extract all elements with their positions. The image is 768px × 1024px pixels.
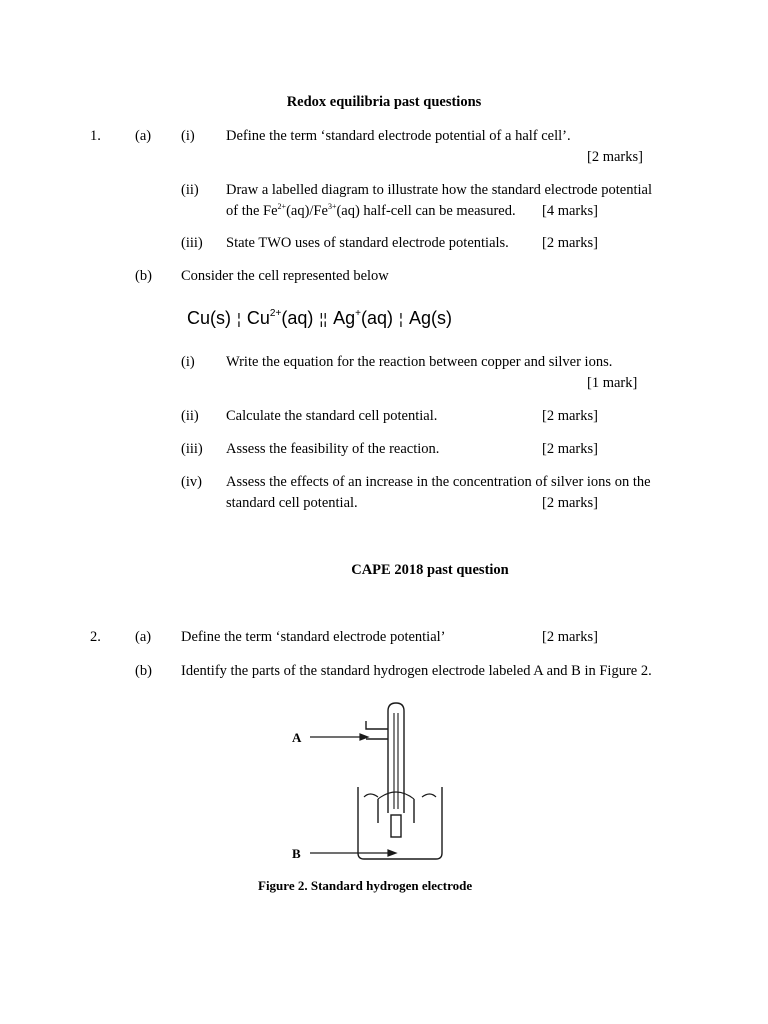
question-number: 2.	[90, 629, 101, 645]
phase-boundary: ¦	[399, 311, 403, 328]
copper-electrode: Cu(s)	[187, 308, 231, 328]
copper-ion: Cu	[246, 308, 270, 328]
bell	[378, 799, 414, 823]
subpart-label: (ii)	[181, 408, 199, 424]
marks-label: [2 marks]	[542, 495, 598, 511]
marks-label: [4 marks]	[542, 203, 598, 219]
marks-label: [2 marks]	[542, 441, 598, 457]
question-text: Assess the effects of an increase in the concentration of silver ions on the	[226, 474, 651, 490]
outer-tube	[388, 703, 404, 813]
text-fragment: of the Fe	[226, 203, 278, 219]
charge-superscript: +	[355, 308, 362, 319]
aqueous-state: (aq)	[361, 308, 394, 328]
part-label: (b)	[135, 663, 152, 679]
question-text-line2: standard cell potential.	[226, 495, 358, 511]
subpart-label: (iii)	[181, 441, 203, 457]
charge-superscript: 2+	[277, 202, 287, 211]
subpart-label: (i)	[181, 128, 195, 144]
question-text: Write the equation for the reaction between copper and silver ions.	[226, 354, 613, 370]
section-heading: CAPE 2018 past question	[351, 562, 509, 578]
subpart-label: (i)	[181, 354, 195, 370]
hydrogen-electrode-figure	[250, 695, 550, 905]
silver-ion: Ag	[333, 308, 356, 328]
solution-surface	[364, 794, 436, 797]
silver-electrode: Ag(s)	[408, 308, 452, 328]
question-text: State TWO uses of standard electrode potentials.	[226, 235, 509, 251]
question-text: Define the term ‘standard electrode potential of a half cell’.	[226, 128, 571, 144]
text-fragment: (aq)/Fe	[286, 203, 328, 219]
salt-bridge: ¦¦	[319, 311, 328, 328]
question-text-line2	[226, 201, 516, 221]
marks-label: [2 marks]	[542, 408, 598, 424]
phase-boundary: ¦	[237, 311, 241, 328]
marks-label: [2 marks]	[542, 629, 598, 645]
question-text: Calculate the standard cell potential.	[226, 408, 438, 424]
inner-tube	[394, 713, 398, 809]
marks-label: [2 marks]	[587, 149, 643, 165]
platinum-electrode	[391, 815, 401, 837]
figure-label-a: A	[292, 730, 302, 745]
page-title: Redox equilibria past questions	[286, 94, 482, 110]
question-text: Draw a labelled diagram to illustrate how the standard electrode potential	[226, 182, 652, 198]
aqueous-state: (aq)	[281, 308, 314, 328]
part-label: (b)	[135, 268, 152, 284]
text-fragment: (aq) half-cell can be measured.	[336, 203, 516, 219]
marks-label: [2 marks]	[542, 235, 598, 251]
part-label: (a)	[135, 128, 152, 144]
gas-inlet	[366, 721, 388, 739]
part-label: (a)	[135, 629, 152, 645]
marks-label: [1 mark]	[587, 375, 638, 391]
question-text: Identify the parts of the standard hydrogen electrode labeled A and B in Figure 2.	[181, 663, 652, 679]
question-number: 1.	[90, 128, 101, 144]
question-text: Consider the cell represented below	[181, 268, 389, 284]
subpart-label: (iv)	[181, 474, 202, 490]
subpart-label: (ii)	[181, 182, 199, 198]
question-text: Assess the feasibility of the reaction.	[226, 441, 440, 457]
question-text: Define the term ‘standard electrode potential’	[181, 629, 446, 645]
beaker	[358, 787, 442, 859]
charge-superscript: 2+	[269, 308, 282, 319]
figure-label-b: B	[292, 846, 301, 861]
figure-caption: Figure 2. Standard hydrogen electrode	[258, 878, 473, 893]
charge-superscript: 3+	[327, 202, 337, 211]
subpart-label: (iii)	[181, 235, 203, 251]
cell-notation	[187, 306, 452, 332]
